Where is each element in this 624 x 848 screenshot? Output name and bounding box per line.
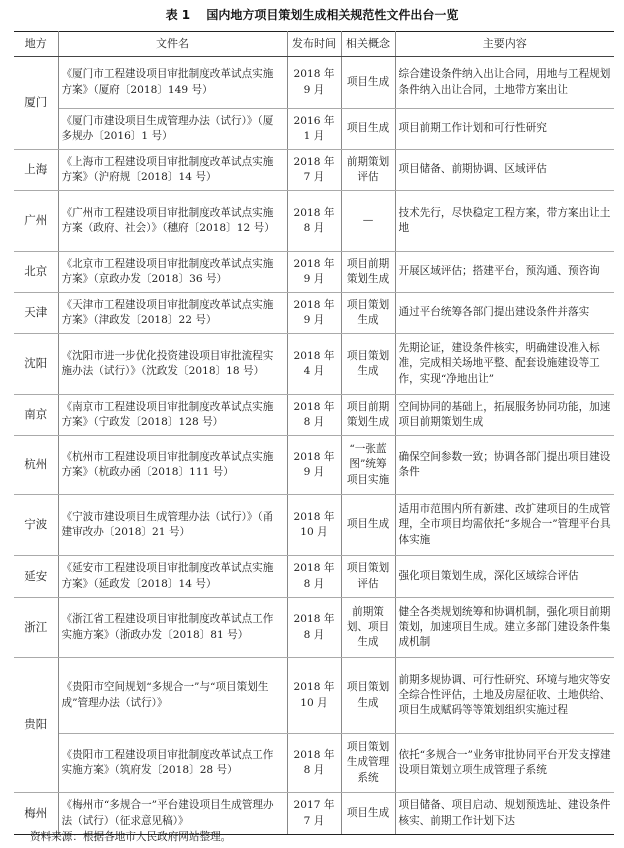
header-row (14, 32, 614, 57)
content-cell: 技术先行，尽快稳定工程方案，带方案出让土地 (395, 191, 614, 252)
concept-cell: 项目生成 (341, 109, 395, 150)
filename-cell: 《杭州市工程建设项目审批制度改革试点实施方案》（杭政办函〔2018〕111 号） (58, 436, 287, 495)
date-cell: 2018 年 4 月 (287, 334, 341, 395)
city-cell: 上海 (14, 150, 58, 191)
table-row (14, 334, 614, 395)
concept-cell: 项目前期策划生成 (341, 395, 395, 436)
concept-cell: 前期策划、项目生成 (341, 598, 395, 658)
date-cell: 2018 年 8 月 (287, 191, 341, 252)
concept-cell: “一张蓝图”统筹项目实施 (341, 436, 395, 495)
content-cell: 通过平台统筹各部门提出建设条件并落实 (395, 293, 614, 334)
table-row (14, 109, 614, 150)
header-city: 地方 (14, 32, 58, 57)
header-content: 主要内容 (395, 32, 614, 57)
city-cell: 厦门 (14, 57, 58, 150)
date-cell: 2018 年 9 月 (287, 436, 341, 495)
city-cell: 宁波 (14, 495, 58, 556)
date-cell: 2018 年 9 月 (287, 293, 341, 334)
table-row (14, 436, 614, 495)
city-cell: 浙江 (14, 598, 58, 658)
concept-cell: 项目策划生成 (341, 334, 395, 395)
date-cell: 2018 年 8 月 (287, 556, 341, 598)
filename-cell: 《贵阳市空间规划“多规合一”与“项目策划生成”管理办法（试行）》 (58, 658, 287, 734)
date-cell: 2018 年 9 月 (287, 252, 341, 293)
filename-cell: 《上海市工程建设项目审批制度改革试点实施方案》（沪府规〔2018〕14 号） (58, 150, 287, 191)
date-cell: 2018 年 10 月 (287, 658, 341, 734)
filename-cell: 《延安市工程建设项目审批制度改革试点实施方案》（延政发〔2018〕14 号） (58, 556, 287, 598)
city-cell: 南京 (14, 395, 58, 436)
city-cell: 北京 (14, 252, 58, 293)
concept-cell: 项目策划生成 (341, 293, 395, 334)
concept-cell: 项目策划生成管理系统 (341, 734, 395, 793)
content-cell: 项目前期工作计划和可行性研究 (395, 109, 614, 150)
header-filename: 文件名 (58, 32, 287, 57)
filename-cell: 《南京市工程建设项目审批制度改革试点实施方案》（宁政发〔2018〕128 号） (58, 395, 287, 436)
content-cell: 健全各类规划统筹和协调机制，强化项目前期策划，加速项目生成。建立多部门建设条件集成机制 (395, 598, 614, 658)
table-row (14, 734, 614, 793)
filename-cell: 《北京市工程建设项目审批制度改革试点实施方案》（京政办发〔2018〕36 号） (58, 252, 287, 293)
source-note: 资料来源：根据各地市人民政府网站整理。 (30, 831, 232, 843)
filename-cell: 《浙江省工程建设项目审批制度改革试点工作实施方案》（浙政办发〔2018〕81 号） (58, 598, 287, 658)
table-row (14, 191, 614, 252)
table-row (14, 57, 614, 109)
filename-cell: 《贵阳市工程建设项目审批制度改革试点工作实施方案》（筑府发〔2018〕28 号） (58, 734, 287, 793)
date-cell: 2018 年 8 月 (287, 734, 341, 793)
table-row (14, 150, 614, 191)
concept-cell: 项目生成 (341, 495, 395, 556)
table-number: 表 1 (165, 8, 191, 22)
content-cell: 前期多规协调、可行性研究、环境与地灾等安全综合性评估，土地及房屋征收、土地供给、项目生成赋码等等策划组织实施过程 (395, 658, 614, 734)
content-cell: 适用市范围内所有新建、改扩建项目的生成管理，全市项目均需依托“多规合一”管理平台具体实施 (395, 495, 614, 556)
city-cell: 杭州 (14, 436, 58, 495)
city-cell: 贵阳 (14, 658, 58, 793)
city-cell: 梅州 (14, 793, 58, 835)
filename-cell: 《厦门市建设项目生成管理办法（试行）》（厦多规办〔2016〕1 号） (58, 109, 287, 150)
filename-cell: 《梅州市“多规合一”平台建设项目生成管理办法（试行）（征求意见稿）》 (58, 793, 287, 835)
concept-cell: 项目生成 (341, 793, 395, 835)
date-cell: 2018 年 10 月 (287, 495, 341, 556)
city-cell: 延安 (14, 556, 58, 598)
table-row (14, 556, 614, 598)
date-cell: 2016 年 1 月 (287, 109, 341, 150)
content-cell: 项目储备、项目启动、规划预选址、建设条件核实、前期工作计划下达 (395, 793, 614, 835)
table-row (14, 598, 614, 658)
date-cell: 2018 年 9 月 (287, 57, 341, 109)
header-concept: 相关概念 (341, 32, 395, 57)
content-cell: 确保空间参数一致；协调各部门提出项目建设条件 (395, 436, 614, 495)
content-cell: 先期论证，建设条件核实，明确建设准入标准，完成相关场地平整、配套设施建设等工作，实现“净地出让” (395, 334, 614, 395)
date-cell: 2018 年 8 月 (287, 395, 341, 436)
concept-cell: 项目生成 (341, 57, 395, 109)
date-cell: 2018 年 7 月 (287, 150, 341, 191)
content-cell: 强化项目策划生成，深化区域综合评估 (395, 556, 614, 598)
table-row (14, 252, 614, 293)
filename-cell: 《天津市工程建设项目审批制度改革试点实施方案》（津政发〔2018〕22 号） (58, 293, 287, 334)
filename-cell: 《厦门市工程建设项目审批制度改革试点实施方案》（厦府〔2018〕149 号） (58, 57, 287, 109)
city-cell: 广州 (14, 191, 58, 252)
content-cell: 空间协同的基础上，拓展服务协同功能，加速项目前期策划生成 (395, 395, 614, 436)
content-cell: 项目储备、前期协调、区域评估 (395, 150, 614, 191)
concept-cell: 项目前期策划生成 (341, 252, 395, 293)
table-caption (0, 6, 624, 23)
table-row (14, 658, 614, 734)
policy-table (14, 31, 614, 835)
concept-cell: 前期策划评估 (341, 150, 395, 191)
content-cell: 综合建设条件纳入出让合同，用地与工程规划条件纳入出让合同，土地带方案出让 (395, 57, 614, 109)
table-row (14, 495, 614, 556)
table-row (14, 395, 614, 436)
concept-cell: — (341, 191, 395, 252)
date-cell: 2018 年 8 月 (287, 598, 341, 658)
concept-cell: 项目策划评估 (341, 556, 395, 598)
header-date: 发布时间 (287, 32, 341, 57)
content-cell: 开展区域评估；搭建平台，预沟通、预咨询 (395, 252, 614, 293)
city-cell: 天津 (14, 293, 58, 334)
table-title: 国内地方项目策划生成相关规范性文件出台一览 (206, 8, 459, 22)
date-cell: 2017 年 7 月 (287, 793, 341, 835)
concept-cell: 项目策划生成 (341, 658, 395, 734)
filename-cell: 《沈阳市进一步优化投资建设项目审批流程实施办法（试行）》（沈政发〔2018〕18 号） (58, 334, 287, 395)
filename-cell: 《广州市工程建设项目审批制度改革试点实施方案（政府、社会）》（穗府〔2018〕12 号） (58, 191, 287, 252)
city-cell: 沈阳 (14, 334, 58, 395)
content-cell: 依托“多规合一”业务审批协同平台开发支撑建设项目策划立项生成管理子系统 (395, 734, 614, 793)
table-row (14, 293, 614, 334)
filename-cell: 《宁波市建设项目生成管理办法（试行）》（甬建审改办〔2018〕21 号） (58, 495, 287, 556)
